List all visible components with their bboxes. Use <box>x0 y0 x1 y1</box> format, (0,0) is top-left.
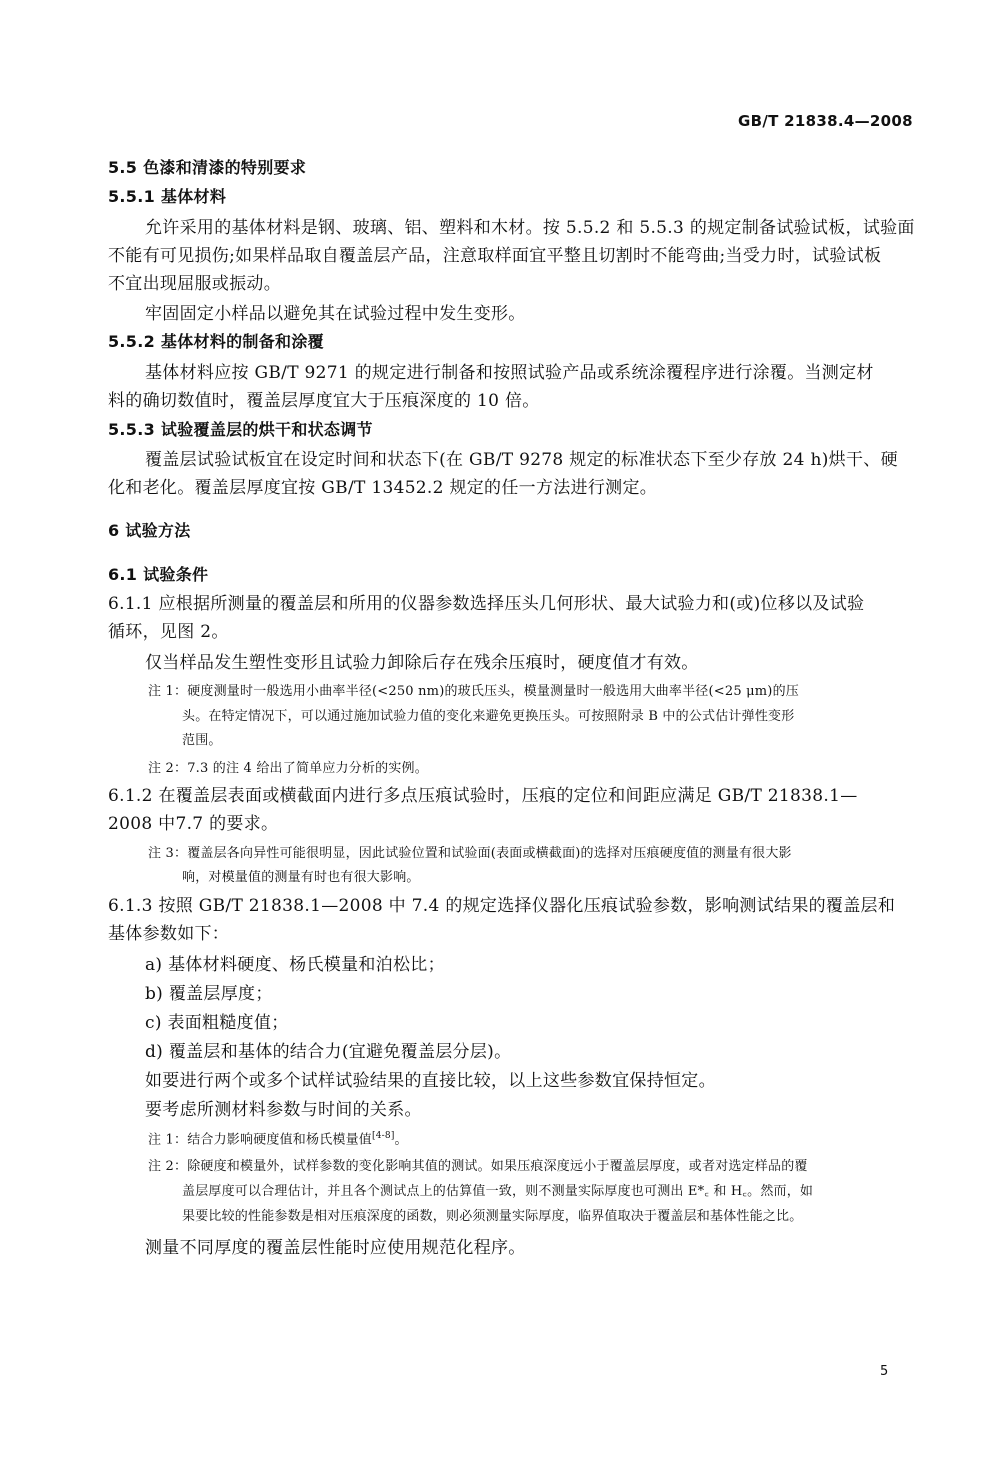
paragraph-line: 不能有可见损伤;如果样品取自覆盖层产品，注意取样面宜平整且切割时不能弯曲;当受力时，试验试板 <box>108 246 882 266</box>
list-item: b) 覆盖层厚度； <box>145 984 273 1004</box>
note-line: 响，对模量值的测量有时也有很大影响。 <box>182 870 420 885</box>
note-end: 。 <box>394 1132 408 1148</box>
paragraph-line: 不宜出现屈服或振动。 <box>108 274 281 294</box>
note-line <box>148 1128 408 1148</box>
note-line: 盖层厚度可以合理估计，并且各个测试点上的估算值一致，则不测量实际厚度也可测出 E*꜀ 和 H꜀。然而，如 <box>182 1184 814 1199</box>
paragraph-line: 6.1.1 应根据所测量的覆盖层和所用的仪器参数选择压头几何形状、最大试验力和(或)位移以及试验 <box>108 594 865 614</box>
paragraph-line: 化和老化。覆盖层厚度宜按 GB/T 13452.2 规定的任一方法进行测定。 <box>108 478 658 498</box>
paragraph-line: 如要进行两个或多个试样试验结果的直接比较，以上这些参数宜保持恒定。 <box>145 1071 716 1091</box>
note-line: 范围。 <box>182 733 222 748</box>
list-item: a) 基体材料硬度、杨氏模量和泊松比； <box>145 955 445 975</box>
paragraph-line: 基体材料应按 GB/T 9271 的规定进行制备和按照试验产品或系统涂覆程序进行涂覆。当测定材 <box>145 363 874 383</box>
heading-5-5: 5.5 色漆和清漆的特别要求 <box>108 158 307 177</box>
paragraph-line: 6.1.2 在覆盖层表面或横截面内进行多点压痕试验时，压痕的定位和间距应满足 GB/T 21838.1— <box>108 786 858 806</box>
citation-ref: [4-8] <box>372 1131 395 1141</box>
heading-5-5-2: 5.5.2 基体材料的制备和涂覆 <box>108 332 324 351</box>
paragraph-line: 基体参数如下： <box>108 924 230 944</box>
note-line: 注 2：除硬度和模量外，试样参数的变化影响其值的测试。如果压痕深度远小于覆盖层厚度，或者对选定样品的覆 <box>148 1159 808 1174</box>
paragraph-line: 要考虑所测材料参数与时间的关系。 <box>145 1100 422 1120</box>
heading-5-5-3: 5.5.3 试验覆盖层的烘干和状态调节 <box>108 420 373 439</box>
paragraph-line: 仅当样品发生塑性变形且试验力卸除后存在残余压痕时，硬度值才有效。 <box>145 653 699 673</box>
paragraph-line: 循环，见图 2。 <box>108 622 229 642</box>
paragraph-line: 覆盖层试验试板宜在设定时间和状态下(在 GB/T 9278 规定的标准状态下至少存放 24 h)烘干、硬 <box>145 450 898 470</box>
note-line: 果要比较的性能参数是相对压痕深度的函数，则必须测量实际厚度，临界值取决于覆盖层和基体性能之比。 <box>182 1209 803 1224</box>
note-line: 注 3：覆盖层各向异性可能很明显，因此试验位置和试验面(表面或横截面)的选择对压痕硬度值的测量有很大影 <box>148 846 792 861</box>
paragraph-line: 2008 中7.7 的要求。 <box>108 814 279 834</box>
note-text: 注 1：结合力影响硬度值和杨氏模量值 <box>148 1132 373 1148</box>
list-item: d) 覆盖层和基体的结合力(宜避免覆盖层分层)。 <box>145 1042 512 1062</box>
paragraph-line: 6.1.3 按照 GB/T 21838.1—2008 中 7.4 的规定选择仪器化压痕试验参数，影响测试结果的覆盖层和 <box>108 896 896 916</box>
page-number: 5 <box>880 1364 889 1379</box>
note-line: 注 2：7.3 的注 4 给出了简单应力分析的实例。 <box>148 761 428 776</box>
heading-5-5-1: 5.5.1 基体材料 <box>108 187 227 206</box>
standard-number: GB/T 21838.4—2008 <box>738 112 913 130</box>
note-line: 注 1：硬度测量时一般选用小曲率半径(<250 nm)的玻氏压头，模量测量时一般选用大曲率半径(<25 μm)的压 <box>148 684 799 699</box>
paragraph-line: 测量不同厚度的覆盖层性能时应使用规范化程序。 <box>145 1238 526 1258</box>
note-line: 头。在特定情况下，可以通过施加试验力值的变化来避免更换压头。可按照附录 B 中的公式估计弹性变形 <box>182 709 795 724</box>
paragraph-line: 牢固固定小样品以避免其在试验过程中发生变形。 <box>145 304 526 324</box>
list-item: c) 表面粗糙度值； <box>145 1013 289 1033</box>
heading-6: 6 试验方法 <box>108 521 191 540</box>
heading-6-1: 6.1 试验条件 <box>108 565 209 584</box>
paragraph-line: 料的确切数值时，覆盖层厚度宜大于压痕深度的 10 倍。 <box>108 391 540 411</box>
paragraph-line: 允许采用的基体材料是钢、玻璃、铝、塑料和木材。按 5.5.2 和 5.5.3 的规定制备试验试板，试验面 <box>145 218 915 238</box>
